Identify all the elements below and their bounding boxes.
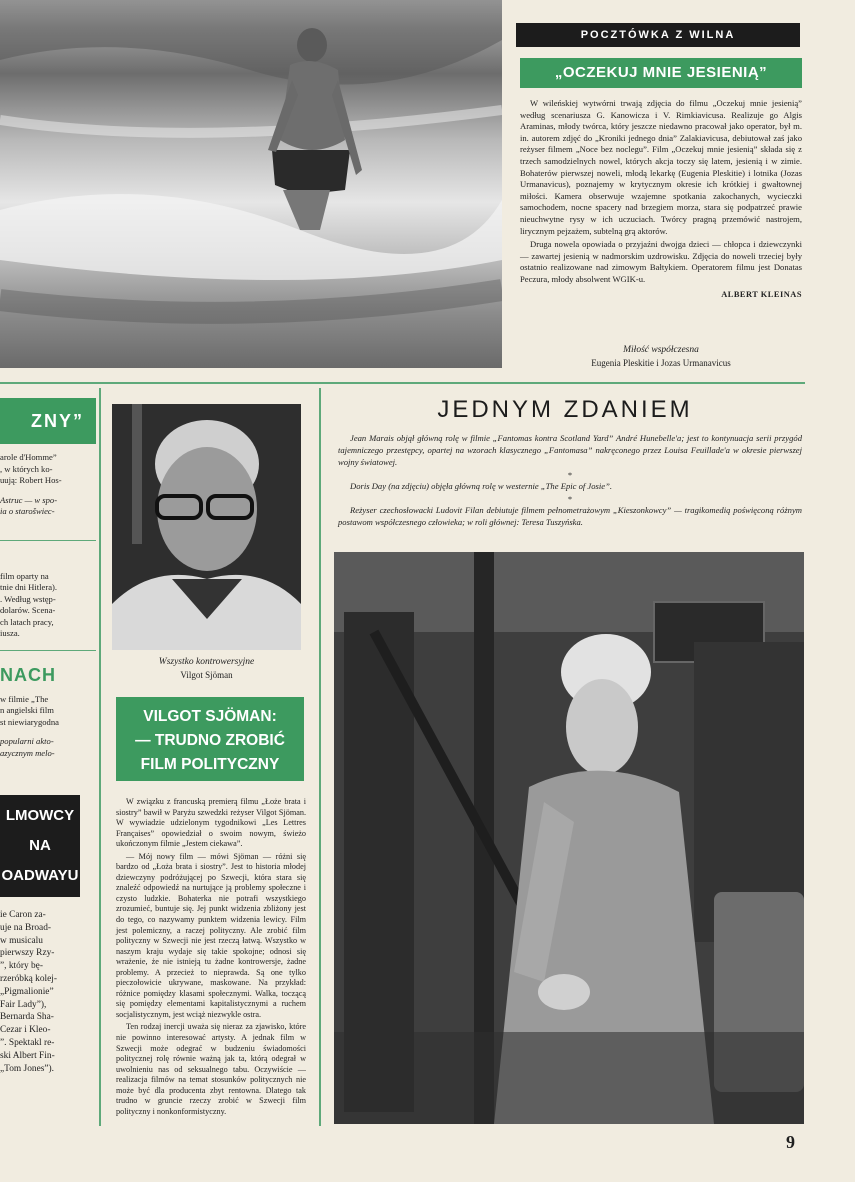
sjoman-headline: VILGOT SJÖMAN: — TRUDNO ZROBIĆ FILM POLITYCZNY: [116, 697, 304, 781]
sjoman-paragraph: Ten rodzaj inercji uważa się nieraz za zjawisko, które nie powinno interesować artysty. A jednak film w Szwecji może odegrać w budzeniu świadomości politycznej rolę równie ważną jak ta, którą odegrał w uwolnieniu nas od seksualnego tabu. Oczywiście — realizacja filmów na temat stosunków politycznych nie może być dla producenta zbyt rentowna. Dlatego tak trudno w gruncie rzeczy zrobić w Szwecji film polityczny i nonkonformistyczny.: [116, 1022, 306, 1116]
jednym-item: Jean Marais objął główną rolę w filmie „Fantomas kontra Scotland Yard” André Hunebelle'a; jest to kontynuacja serii przygód tajemniczego przestępcy, opartej na wzorach klasycznego „Fantomasa” nakręconego przez Louisa Feuillade'a w okresie pierwszej wojny światowej.: [338, 433, 802, 467]
caption-names: Eugenia Pleskitie i Jozas Urmanavicus: [591, 358, 731, 368]
postcard-caption: [520, 344, 802, 370]
photo-vilgot-sjoman: [112, 404, 301, 650]
left-header-green: ZNY”: [0, 398, 96, 444]
water-scene-illustration: [0, 0, 502, 368]
vertical-divider-left: [99, 388, 101, 1126]
postcard-title: „OCZEKUJ MNIE JESIENIĄ”: [520, 58, 802, 88]
left-black-box: LMOWCY NA OADWAYU: [0, 795, 80, 897]
left-snippet-4: ie Caron za- uje na Broad- w musicalu pierwszy Rzy- ”, który bę- rzeróbką kolej- „Pigmalionie” Fair Lady”), Bernarda Sha- Cezar i Kleo- ”. Spektakl re- ski Albert Fin- „Tom Jones”).: [0, 910, 58, 1074]
sjoman-body: [116, 797, 306, 1119]
postcard-author: ALBERT KLEINAS: [721, 289, 802, 299]
postcard-body: [520, 98, 802, 300]
jednym-title: JEDNYM ZDANIEM: [437, 396, 693, 423]
sjoman-paragraph: — Mój nowy film — mówi Sjöman — różni się bardzo od „Łoża brata i siostry”. Jest to historia młodej dziewczyny podróżującej po Szwecji, która stara się znaleźć odpowiedź na nurtujące ją problemy społeczne i czysto ludzkie. Bohaterka nie potrafi wszystkiego zrozumieć, buntuje się. Jej punkt widzenia zbliżony jest do tego, co nazywamy punktem widzenia lewicy. Film jest polemiczny, a raczej polityczny. Ale zrobić film polityczny w Szwecji nie jest rzeczą łatwą. Wszystko w naszym kraju wydaje się takie spokojne; odnosi się wrażenie, że nie istnieją tu żadne kontrowersje, żadne problemy. A przecież to nieprawda. Są one tylko pieczołowicie ukrywane, maskowane. Na przykład: różnice pomiędzy klasami społecznymi. Walka, toczącą się pomiędzy elementami kapitalistycznymi a ruchem socjalistycznym, jest wciąż niezwykle ostra.: [116, 851, 306, 1019]
caption-title: Miłość współczesna: [623, 345, 699, 355]
left-header-2: NACH: [0, 664, 56, 685]
sjoman-photo-caption: [112, 656, 301, 682]
sjoman-paragraph: W związku z francuską premierą filmu „Łoże brata i siostry” bawił w Paryżu szwedzki reżyser Vilgot Sjöman. W wywiadzie udzielonym tygodnikowi „Les Lettres Françaises” opowiedział o swoim nowym, świeżo ukończonym filmie „Jestem ciekawa”.: [116, 797, 306, 849]
sjoman-caption-name: Vilgot Sjöman: [180, 670, 233, 680]
jednym-item: Doris Day (na zdjęciu) objęła główną rolę w westernie „The Epic of Josie”.: [350, 481, 613, 491]
vertical-divider-right: [319, 388, 321, 1126]
jednym-items: [338, 432, 802, 530]
sjoman-caption-title: Wszystko kontrowersyjne: [158, 657, 255, 667]
jednym-item: Reżyser czechosłowacki Ludovit Filan debiutuje filmem pełnometrażowym „Kieszonkowcy” — tragikomedią poświęconą różnym postawom współczesnego człowieka; w roli głównej: Teresa Tuszyńska.: [338, 505, 802, 527]
left-column: [0, 392, 96, 1132]
separator-star: *: [567, 494, 573, 504]
horizontal-divider: [0, 382, 805, 384]
left-rule: [0, 650, 96, 651]
left-snippet-2: film oparty na tnie dni Hitlera). . Według wstęp- dolarów. Scena- ch latach pracy, iusza.: [0, 570, 58, 638]
photo-doris-day: [334, 552, 804, 1124]
film-still-illustration: [334, 552, 804, 1124]
page-number: 9: [786, 1132, 795, 1152]
portrait-illustration: [112, 404, 301, 650]
photo-water-skier: [0, 0, 502, 368]
separator-star: *: [567, 470, 573, 480]
postcard-paragraph: Druga nowela opowiada o przyjaźni dwojga dzieci — chłopca i dziewczynki — zawartej jesienią w nadmorskim uzdrowisku. Zdjęcia do noweli trzeciej były ostatnio realizowane nad zimowym Bałtykiem. Operatorem filmu jest Donatas Peczura, młody absolwent WGIK-u.: [520, 239, 802, 284]
postcard-paragraph: W wileńskiej wytwórni trwają zdjęcia do filmu „Oczekuj mnie jesienią” według scenariusza G. Kanowicza i V. Rimkiavicusa. Realizuje go Algis Araminas, młody twórca, który jeszcze niedawno pracował jako operator, był m. in. autorem zdjęć do „Kroniki jednego dnia” Zalakiavicusa, debiutował zaś jako reżyser filmem „Noce bez noclegu”. Film „Oczekuj mnie jesienią” składa się z trzech samodzielnych nowel, których akcja toczy się latem, jesienią i w zimie. Bohaterów pierwszej noweli, młodą lekarkę (Eugenia Pleskitie) i lotnika (Jozas Urmanavicus), poznajemy w krytycznym okresie ich krótkiej i gwałtownej miłości. Kamera obserwuje wzajemne spotkania zakochanych, wycieczki samochodem, nocne spacery nad brzegiem morza, stara się podpatrzeć prawie nieuchwytne rysy w ich uczuciach. Twórcy pragną przemówić nastrojem, lirycznym pejzażem, subtelną grą aktorów.: [520, 98, 802, 236]
postcard-tag: POCZTÓWKA Z WILNA: [516, 23, 800, 47]
left-rule: [0, 540, 96, 541]
left-snippet-1: arole d'Homme” , w których ko- uują: Robert Hos- Astruc — w spo- ia o starošwiec-: [0, 452, 62, 516]
left-snippet-3: w filmie „The n angielski film st niewiarygodna popularni akto- azycznym melo-: [0, 693, 59, 758]
